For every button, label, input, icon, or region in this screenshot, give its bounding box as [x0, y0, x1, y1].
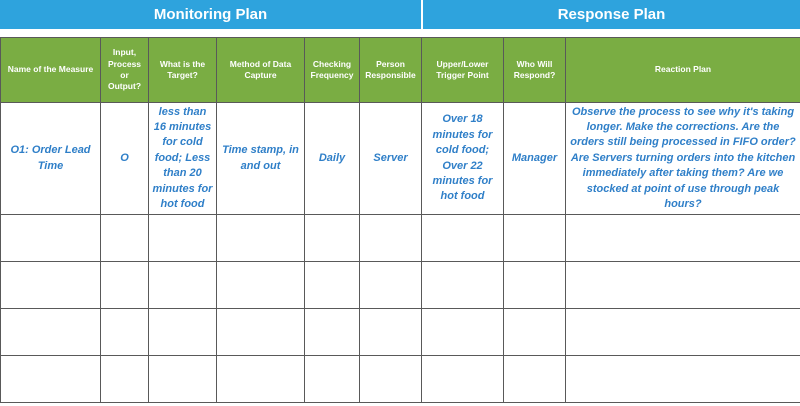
header-input-process-output: Input, Process or Output? — [101, 38, 149, 103]
cell-target: less than 16 minutes for cold food; Less than 20 minutes for hot food — [149, 103, 217, 215]
cell-person: Server — [360, 103, 422, 215]
empty-cell — [504, 262, 566, 309]
cell-type: O — [101, 103, 149, 215]
table-row — [1, 103, 800, 215]
cell-trigger: Over 18 minutes for cold food; Over 22 minutes for hot food — [422, 103, 504, 215]
empty-cell — [149, 356, 217, 403]
empty-cell — [566, 215, 800, 262]
empty-cell — [566, 356, 800, 403]
header-trigger-point: Upper/Lower Trigger Point — [422, 38, 504, 103]
empty-cell — [217, 356, 305, 403]
empty-cell — [504, 215, 566, 262]
empty-cell — [504, 309, 566, 356]
empty-cell — [101, 262, 149, 309]
empty-cell — [360, 309, 422, 356]
empty-cell — [566, 309, 800, 356]
empty-table-row — [1, 262, 800, 309]
empty-cell — [101, 215, 149, 262]
empty-cell — [101, 356, 149, 403]
empty-cell — [305, 215, 360, 262]
empty-cell — [305, 356, 360, 403]
header-who-will-respond: Who Will Respond? — [504, 38, 566, 103]
empty-cell — [217, 309, 305, 356]
header-target: What is the Target? — [149, 38, 217, 103]
header-checking-frequency: Checking Frequency — [305, 38, 360, 103]
empty-cell — [217, 215, 305, 262]
empty-cell — [1, 215, 101, 262]
empty-cell — [422, 215, 504, 262]
empty-cell — [422, 309, 504, 356]
header-row — [1, 38, 800, 103]
empty-cell — [360, 356, 422, 403]
empty-cell — [149, 215, 217, 262]
empty-table-row — [1, 309, 800, 356]
empty-cell — [1, 262, 101, 309]
monitoring-plan-banner: Monitoring Plan — [0, 0, 421, 29]
cell-reaction-plan: Observe the process to see why it's taking longer. Make the corrections. Are the orders still being processed in FIFO order? Are Servers turning orders into the kitchen immediately after taking them? Are we stocked at point of use through peak hours? — [566, 103, 800, 215]
empty-cell — [1, 356, 101, 403]
empty-cell — [422, 262, 504, 309]
empty-table-row — [1, 215, 800, 262]
empty-cell — [1, 309, 101, 356]
header-data-capture-method: Method of Data Capture — [217, 38, 305, 103]
empty-cell — [360, 262, 422, 309]
empty-cell — [422, 356, 504, 403]
cell-method: Time stamp, in and out — [217, 103, 305, 215]
empty-cell — [305, 309, 360, 356]
cell-responder: Manager — [504, 103, 566, 215]
header-measure-name: Name of the Measure — [1, 38, 101, 103]
empty-cell — [566, 262, 800, 309]
empty-cell — [504, 356, 566, 403]
header-person-responsible: Person Responsible — [360, 38, 422, 103]
header-reaction-plan: Reaction Plan — [566, 38, 800, 103]
response-plan-banner: Response Plan — [423, 0, 800, 29]
control-plan-table — [0, 37, 800, 403]
cell-measure: O1: Order Lead Time — [1, 103, 101, 215]
empty-cell — [149, 309, 217, 356]
empty-cell — [305, 262, 360, 309]
empty-table-row — [1, 356, 800, 403]
empty-cell — [101, 309, 149, 356]
empty-cell — [149, 262, 217, 309]
cell-frequency: Daily — [305, 103, 360, 215]
empty-cell — [360, 215, 422, 262]
empty-cell — [217, 262, 305, 309]
